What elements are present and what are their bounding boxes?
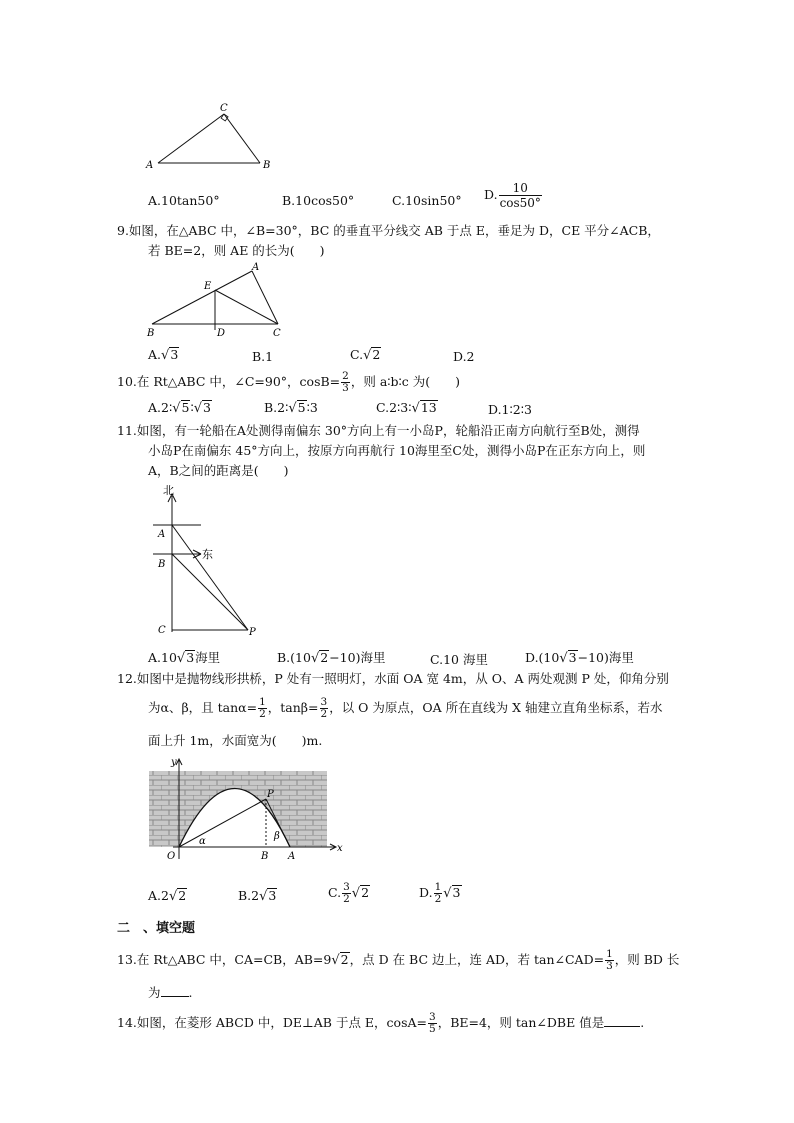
q11-option-b-pre: B.(10 <box>277 650 311 665</box>
q10-option-a-pre: A.2∶ <box>148 400 173 415</box>
q12-label-alpha: α <box>199 836 206 847</box>
q12-option-d-rad: 3 <box>452 885 461 900</box>
q9-option-b: B.1 <box>252 349 274 364</box>
q9-line1: 9.如图，在△ABC 中，∠B=30°，BC 的垂直平分线交 AB 于点 E，垂足为 D，CE 平分∠ACB， <box>117 223 660 238</box>
q13-post: ，则 BD 长 <box>614 952 680 967</box>
q11-north-label: 北 <box>163 484 174 497</box>
q11-option-a: A.10√3海里 <box>148 650 221 666</box>
q8-label-a: A <box>146 160 154 171</box>
q10-option-b-pre: B.2∶ <box>264 400 289 415</box>
q12-label-o: O <box>167 851 176 862</box>
q11-option-a-post: 海里 <box>195 650 221 665</box>
q12-option-b-pre: B.2 <box>238 888 260 903</box>
q10-frac-num: 2 <box>342 370 349 382</box>
q14-frac-den: 5 <box>429 1023 436 1035</box>
q11-option-c: C.10 海里 <box>430 652 488 667</box>
q11-option-a-pre: A.10 <box>148 650 177 665</box>
q12-line3: 面上升 1m，水面宽为( )m. <box>148 733 323 748</box>
q13-line2-pre: 为 <box>148 985 161 1000</box>
q12-tan-b-den: 2 <box>320 708 328 720</box>
q12-label-x: x <box>337 843 343 854</box>
q12-label-b: B <box>261 851 269 862</box>
q10-option-a-rad1: 5 <box>181 400 190 415</box>
q8-option-b: B.10cos50° <box>282 193 355 208</box>
q13-rad: 2 <box>340 952 349 967</box>
q12-tan-a-num: 1 <box>259 696 266 708</box>
q10-option-c: C.2∶3∶√13 <box>376 400 437 416</box>
q12-option-a-rad: 2 <box>178 888 187 903</box>
q12-option-d: D. $\frac{1}{2}$ √3 <box>419 881 461 905</box>
q9-line2: 若 BE=2，则 AE 的长为( ) <box>148 243 325 258</box>
q12-option-d-num: 1 <box>434 881 442 893</box>
q11-option-b: B.(10√2−10)海里 <box>277 650 386 666</box>
q9-label-e: E <box>204 281 212 292</box>
q12-arch-bridge-figure <box>145 755 350 865</box>
q10-option-b: B.2∶√5∶3 <box>264 400 318 416</box>
q11-option-a-rad: 3 <box>186 650 195 665</box>
q8-option-d-den: cos50° <box>499 196 541 210</box>
q9-label-a: A <box>252 262 260 273</box>
q8-option-c: C.10sin50° <box>392 193 462 208</box>
q11-label-a: A <box>158 529 166 540</box>
q12-option-b: B.2√3 <box>238 888 277 904</box>
q14-frac-num: 3 <box>429 1011 436 1023</box>
q10-frac-den: 3 <box>342 382 349 394</box>
q12-option-c-pre: C. <box>328 885 342 900</box>
q11-navigation-figure <box>145 482 275 647</box>
q10-option-a-mid: ∶ <box>190 400 194 415</box>
q10-option-a: A.2∶√5∶√3 <box>148 400 211 416</box>
q10-stem <box>117 370 460 394</box>
q12-line2-post: ，以 O 为原点，OA 所在直线为 X 轴建立直角坐标系，若水 <box>329 700 663 715</box>
q12-option-c: C. $\frac{3}{2}$ √2 <box>328 881 370 905</box>
q11-option-d-rad: 3 <box>568 650 577 665</box>
q9-triangle-figure <box>140 258 290 340</box>
q9-option-d: D.2 <box>453 349 475 364</box>
q13-mid: ，点 D 在 BC 边上，连 AD，若 tan∠CAD= <box>349 952 605 967</box>
q12-option-a: A.2√2 <box>148 888 187 904</box>
q11-label-b: B <box>158 559 166 570</box>
q9-option-c-radicand: 2 <box>372 347 381 362</box>
q14-mid: ，BE=4，则 tan∠DBE 值是 <box>437 1015 605 1030</box>
q9-label-c: C <box>273 328 281 339</box>
q11-label-p: P <box>249 627 256 638</box>
q12-option-c-num: 3 <box>343 881 350 893</box>
q11-option-d-pre: D.(10 <box>525 650 560 665</box>
q13-frac-den: 3 <box>606 960 613 972</box>
section-title-fill-in: 二 、填空题 <box>117 921 196 936</box>
q8-triangle-figure <box>140 100 280 175</box>
q12-label-p: P <box>267 789 274 800</box>
q14-post: . <box>640 1015 645 1030</box>
q11-option-b-post: −10)海里 <box>329 650 386 665</box>
q14-pre: 14.如图，在菱形 ABCD 中，DE⊥AB 于点 E，cosA= <box>117 1015 427 1030</box>
q12-tan-b-num: 3 <box>320 696 328 708</box>
q14-answer-blank[interactable] <box>604 1014 640 1027</box>
q9-option-c-prefix: C. <box>350 347 364 362</box>
q12-label-y: y <box>171 757 177 768</box>
q8-option-d-fraction <box>499 181 542 210</box>
q11-line3: A，B之间的距离是( ) <box>148 463 289 478</box>
q12-label-a: A <box>288 851 296 862</box>
q12-option-a-pre: A.2 <box>148 888 169 903</box>
q9-label-b: B <box>147 328 155 339</box>
q9-option-a-radicand: 3 <box>170 347 179 362</box>
q12-line2-mid: ，tanβ= <box>267 700 319 715</box>
q13-pre: 13.在 Rt△ABC 中，CA=CB，AB=9 <box>117 952 332 967</box>
q10-option-b-post: ∶3 <box>306 400 318 415</box>
q13-line2-post: . <box>188 985 193 1000</box>
q12-option-d-pre: D. <box>419 885 433 900</box>
q12-option-c-den: 2 <box>343 893 350 905</box>
q8-label-b: B <box>263 160 271 171</box>
q8-option-d <box>484 181 543 210</box>
q10-suffix: ，则 a∶b∶c 为( ) <box>350 374 461 389</box>
q9-option-c: C.√2 <box>350 347 381 363</box>
q11-option-b-rad: 2 <box>320 650 329 665</box>
q12-option-b-rad: 3 <box>268 888 277 903</box>
q10-option-c-pre: C.2∶3∶ <box>376 400 412 415</box>
q12-line2 <box>148 694 663 722</box>
q8-option-d-prefix: D. <box>484 187 498 202</box>
q13-answer-blank[interactable] <box>161 984 189 997</box>
q10-option-b-rad: 5 <box>297 400 306 415</box>
q8-option-d-num: 10 <box>499 181 542 196</box>
q12-line1: 12.如图中是抛物线形拱桥，P 处有一照明灯，水面 OA 宽 4m，从 O、A 两处观测 P 处，仰角分别 <box>117 671 669 686</box>
q11-label-c: C <box>158 625 166 636</box>
q10-option-a-rad2: 3 <box>203 400 211 415</box>
q12-tan-a-den: 2 <box>259 708 266 720</box>
q11-line2: 小岛P在南偏东 45°方向上，按原方向再航行 10海里至C处，测得小岛P在正东方向上，则 <box>148 443 646 458</box>
q12-option-c-rad: 2 <box>361 885 370 900</box>
q11-option-d-post: −10)海里 <box>577 650 634 665</box>
q10-option-c-rad: 13 <box>420 400 437 415</box>
q14-stem <box>117 1010 644 1036</box>
q12-option-d-den: 2 <box>434 893 442 905</box>
q9-label-d: D <box>217 328 226 339</box>
q8-label-c: C <box>220 103 228 114</box>
q8-option-a: A.10tan50° <box>148 193 220 208</box>
q11-line1: 11.如图，有一轮船在A处测得南偏东 30°方向上有一小岛P，轮船沿正南方向航行至B处，测得 <box>117 423 640 438</box>
q9-option-a-prefix: A. <box>148 347 162 362</box>
q11-option-d: D.(10√3−10)海里 <box>525 650 634 666</box>
q12-label-beta: β <box>274 831 280 842</box>
q12-line2-pre: 为α、β，且 tanα= <box>148 700 258 715</box>
q13-stem: 13.在 Rt△ABC 中，CA=CB，AB=9√2，点 D 在 BC 边上，连 AD，若 tan∠CAD= $\frac{1}{3}$ ，则 BD 长 <box>117 948 680 972</box>
q11-east-label: 东 <box>202 548 213 561</box>
q10-option-d: D.1∶2∶3 <box>488 402 532 417</box>
q13-line2 <box>148 984 193 1001</box>
q10-prefix: 10.在 Rt△ABC 中，∠C=90°，cosB= <box>117 374 341 389</box>
q13-frac-num: 1 <box>606 948 613 960</box>
q9-option-a: A.√3 <box>148 347 179 363</box>
